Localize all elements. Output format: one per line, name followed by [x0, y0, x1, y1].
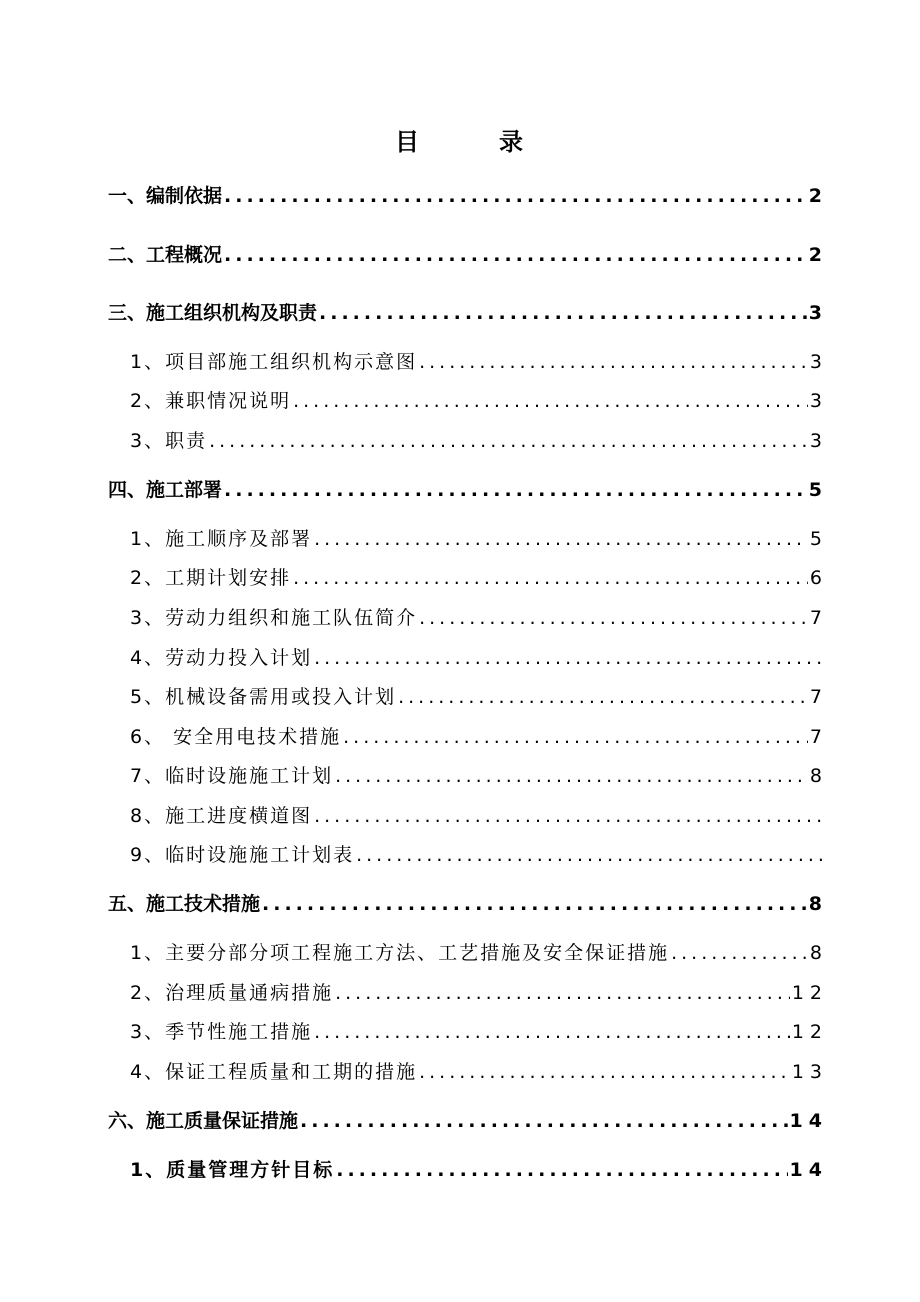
dot-leader: [343, 725, 808, 749]
toc-entry-page: 5: [809, 528, 828, 550]
toc-entry[interactable]: [108, 685, 828, 709]
toc-entry-label: 3、职责: [130, 430, 208, 452]
toc-entry-label: 五、施工技术措施: [108, 893, 261, 915]
toc-entry[interactable]: [108, 478, 828, 502]
dot-leader: [419, 606, 808, 630]
toc-entry-label: 1、质量管理方针目标: [130, 1159, 335, 1181]
dot-leader: [224, 478, 807, 502]
dot-leader: [419, 1060, 790, 1084]
toc-entry[interactable]: [108, 764, 828, 788]
toc-entry-page: 8: [809, 765, 828, 787]
toc-entry[interactable]: [108, 527, 828, 551]
toc-entry-page: 8: [809, 942, 828, 964]
toc-entry[interactable]: [108, 892, 828, 916]
toc-entry-page: 3: [809, 390, 828, 412]
dot-leader: [336, 1158, 787, 1182]
toc-entry-label: 6、 安全用电技术措施: [130, 726, 342, 748]
dot-leader: [293, 389, 808, 413]
toc-title-part1: 目: [395, 128, 421, 156]
toc-entry[interactable]: [108, 1109, 828, 1133]
toc-entry-label: 二、工程概况: [108, 244, 223, 266]
dot-leader: [293, 566, 808, 590]
toc-entry-page: 3: [809, 351, 828, 373]
toc-entry-page: 7: [809, 686, 828, 708]
toc-entry[interactable]: [108, 1020, 828, 1044]
toc-entry-label: 1、施工顺序及部署: [130, 528, 313, 550]
toc-entry-page: 2: [808, 244, 828, 266]
dot-leader: [314, 804, 826, 828]
dot-leader: [209, 429, 808, 453]
toc-entry-page: 6: [809, 567, 828, 589]
toc-entry[interactable]: [108, 1158, 828, 1182]
toc-entry-page: 3: [808, 302, 828, 324]
toc-entry[interactable]: [108, 429, 828, 453]
toc-entry[interactable]: [108, 646, 822, 670]
toc-entry-page: 14: [789, 1110, 828, 1132]
toc-entry-label: 5、机械设备需用或投入计划: [130, 686, 397, 708]
toc-entry[interactable]: [108, 981, 828, 1005]
toc-entry-label: 2、治理质量通病措施: [130, 982, 334, 1004]
toc-entry-label: 3、劳动力组织和施工队伍简介: [130, 607, 418, 629]
toc-entry-page: 13: [791, 1061, 828, 1083]
toc-entry-label: 7、临时设施施工计划: [130, 765, 334, 787]
toc-entry-page: 12: [791, 1021, 828, 1043]
toc-entry[interactable]: [108, 566, 828, 590]
toc-entry-page: 2: [808, 185, 828, 207]
dot-leader: [319, 301, 807, 325]
toc-entry-label: 3、季节性施工措施: [130, 1021, 313, 1043]
toc-entry-label: 4、保证工程质量和工期的措施: [130, 1061, 418, 1083]
toc-entry[interactable]: [108, 941, 828, 965]
toc-entry-page: 8: [808, 893, 828, 915]
toc-entry[interactable]: [108, 606, 828, 630]
dot-leader: [335, 981, 790, 1005]
toc-entry-page: 5: [808, 479, 828, 501]
dot-leader: [335, 764, 808, 788]
toc-entry-label: 8、施工进度横道图: [130, 805, 313, 827]
dot-leader: [398, 685, 808, 709]
toc-entry[interactable]: [108, 350, 828, 374]
toc-entry[interactable]: [108, 243, 828, 267]
toc-entry-page: 3: [809, 430, 828, 452]
toc-entry-label: 1、项目部施工组织机构示意图: [130, 351, 418, 373]
dot-leader: [262, 892, 807, 916]
dot-leader: [314, 646, 826, 670]
toc-entry-label: 四、施工部署: [108, 479, 223, 501]
dot-leader: [300, 1109, 788, 1133]
toc-entry-label: 4、劳动力投入计划: [130, 647, 313, 669]
toc-entry[interactable]: [108, 389, 828, 413]
dot-leader: [314, 527, 808, 551]
dot-leader: [224, 243, 807, 267]
toc-entry-page: 12: [791, 982, 828, 1004]
toc-entry-page: 7: [809, 607, 828, 629]
toc-entry[interactable]: [108, 804, 822, 828]
toc-entry-page: 14: [789, 1159, 828, 1181]
dot-leader: [356, 843, 826, 867]
toc-entry-label: 六、施工质量保证措施: [108, 1110, 299, 1132]
toc-entry-label: 2、兼职情况说明: [130, 390, 292, 412]
toc-entry[interactable]: [108, 843, 822, 867]
toc-entry-page: 7: [809, 726, 828, 748]
toc-entry-label: 9、临时设施施工计划表: [130, 844, 355, 866]
toc-entry[interactable]: [108, 184, 828, 208]
toc-entry[interactable]: [108, 725, 828, 749]
toc-entry-label: 2、工期计划安排: [130, 567, 292, 589]
toc-entry[interactable]: [108, 301, 828, 325]
dot-leader: [419, 350, 808, 374]
toc-entry-label: 一、编制依据: [108, 185, 223, 207]
toc-entry-label: 1、主要分部分项工程施工方法、工艺措施及安全保证措施: [130, 942, 670, 964]
dot-leader: [314, 1020, 790, 1044]
toc-title-part2: 录: [499, 128, 525, 156]
toc-entry-label: 三、施工组织机构及职责: [108, 302, 318, 324]
dot-leader: [671, 941, 808, 965]
toc-entry[interactable]: [108, 1060, 828, 1084]
dot-leader: [224, 184, 807, 208]
toc-title: [0, 122, 920, 157]
